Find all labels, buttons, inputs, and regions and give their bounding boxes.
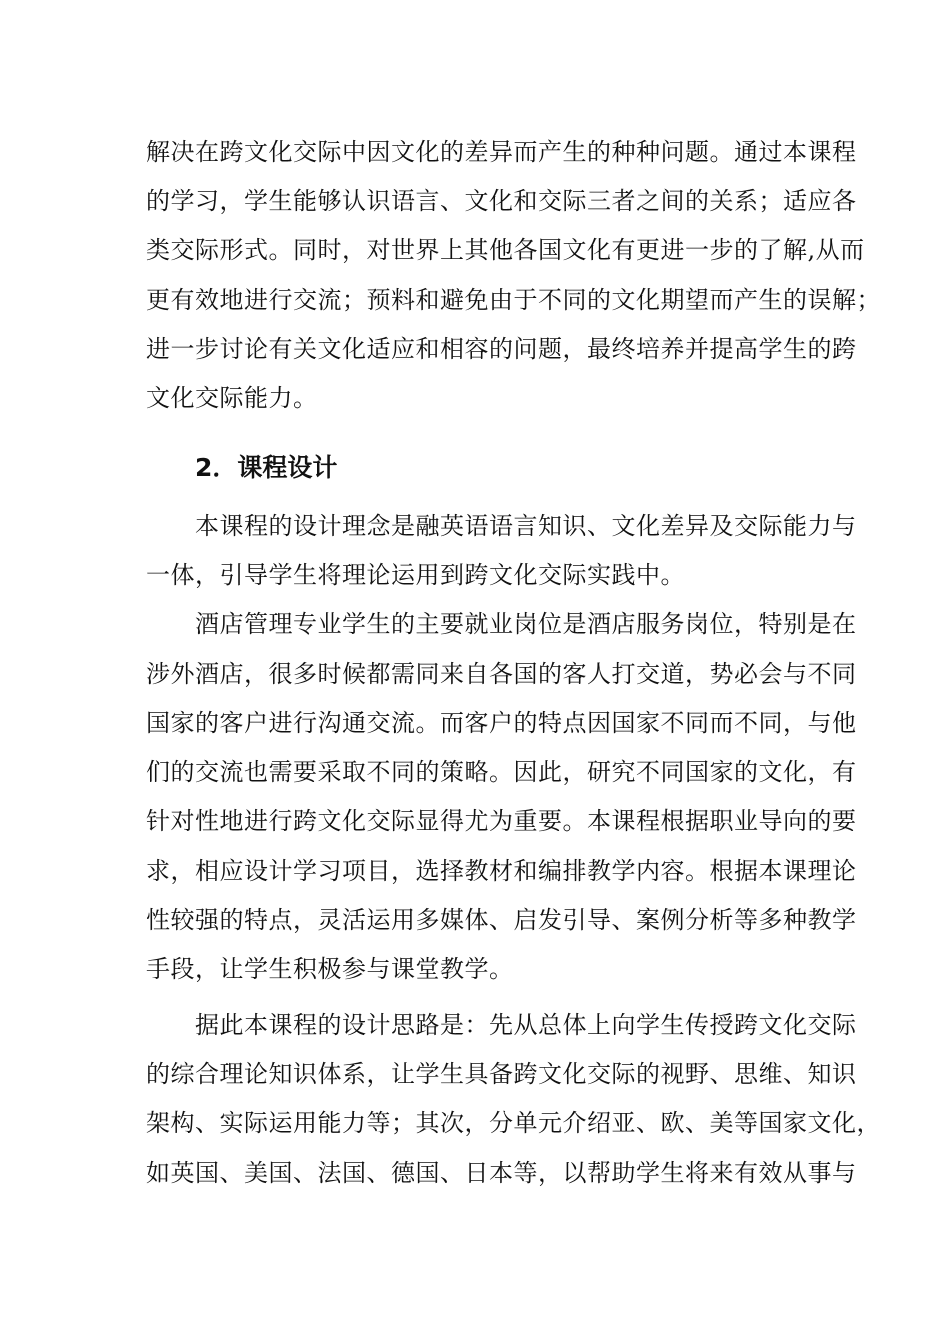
text-line: 的学习，学生能够认识语言、文化和交际三者之间的关系；适应各: [146, 187, 857, 215]
text-line: 更有效地进行交流；预料和避免由于不同的文化期望而产生的误解；: [146, 286, 881, 314]
text-line: 架构、实际运用能力等；其次，分单元介绍亚、欧、美等国家文化，: [146, 1109, 881, 1137]
text-line: 手段，让学生积极参与课堂教学。: [146, 955, 514, 983]
text-line: 针对性地进行跨文化交际显得尤为重要。本课程根据职业导向的要: [146, 807, 857, 835]
text-line: 涉外酒店，很多时候都需同来自各国的客人打交道，势必会与不同: [146, 660, 857, 688]
text-line: 们的交流也需要采取不同的策略。因此，研究不同国家的文化，有: [146, 758, 857, 786]
text-line: 文化交际能力。: [146, 384, 318, 412]
text-line: 的综合理论知识体系，让学生具备跨文化交际的视野、思维、知识: [146, 1060, 857, 1088]
text-line: 如英国、美国、法国、德国、日本等，以帮助学生将来有效从事与: [146, 1159, 857, 1187]
text-line: 国家的客户进行沟通交流。而客户的特点因国家不同而不同，与他: [146, 709, 857, 737]
text-line: 进一步讨论有关文化适应和相容的问题，最终培养并提高学生的跨: [146, 335, 857, 363]
text-line: 性较强的特点，灵活运用多媒体、启发引导、案例分析等多种教学: [146, 906, 857, 934]
text-line: 酒店管理专业学生的主要就业岗位是酒店服务岗位，特别是在: [195, 610, 857, 638]
text-line: 据此本课程的设计思路是：先从总体上向学生传授跨文化交际: [195, 1011, 857, 1039]
section-heading: 2．课程设计: [195, 453, 338, 482]
text-line: 本课程的设计理念是融英语语言知识、文化差异及交际能力与: [195, 512, 857, 540]
text-line: 一体，引导学生将理论运用到跨文化交际实践中。: [146, 561, 685, 589]
text-line: 求，相应设计学习项目，选择教材和编排教学内容。根据本课理论: [146, 857, 857, 885]
text-line: 类交际形式。同时，对世界上其他各国文化有更进一步的了解,从而: [146, 236, 865, 264]
text-line: 解决在跨文化交际中因文化的差异而产生的种种问题。通过本课程: [146, 138, 857, 166]
